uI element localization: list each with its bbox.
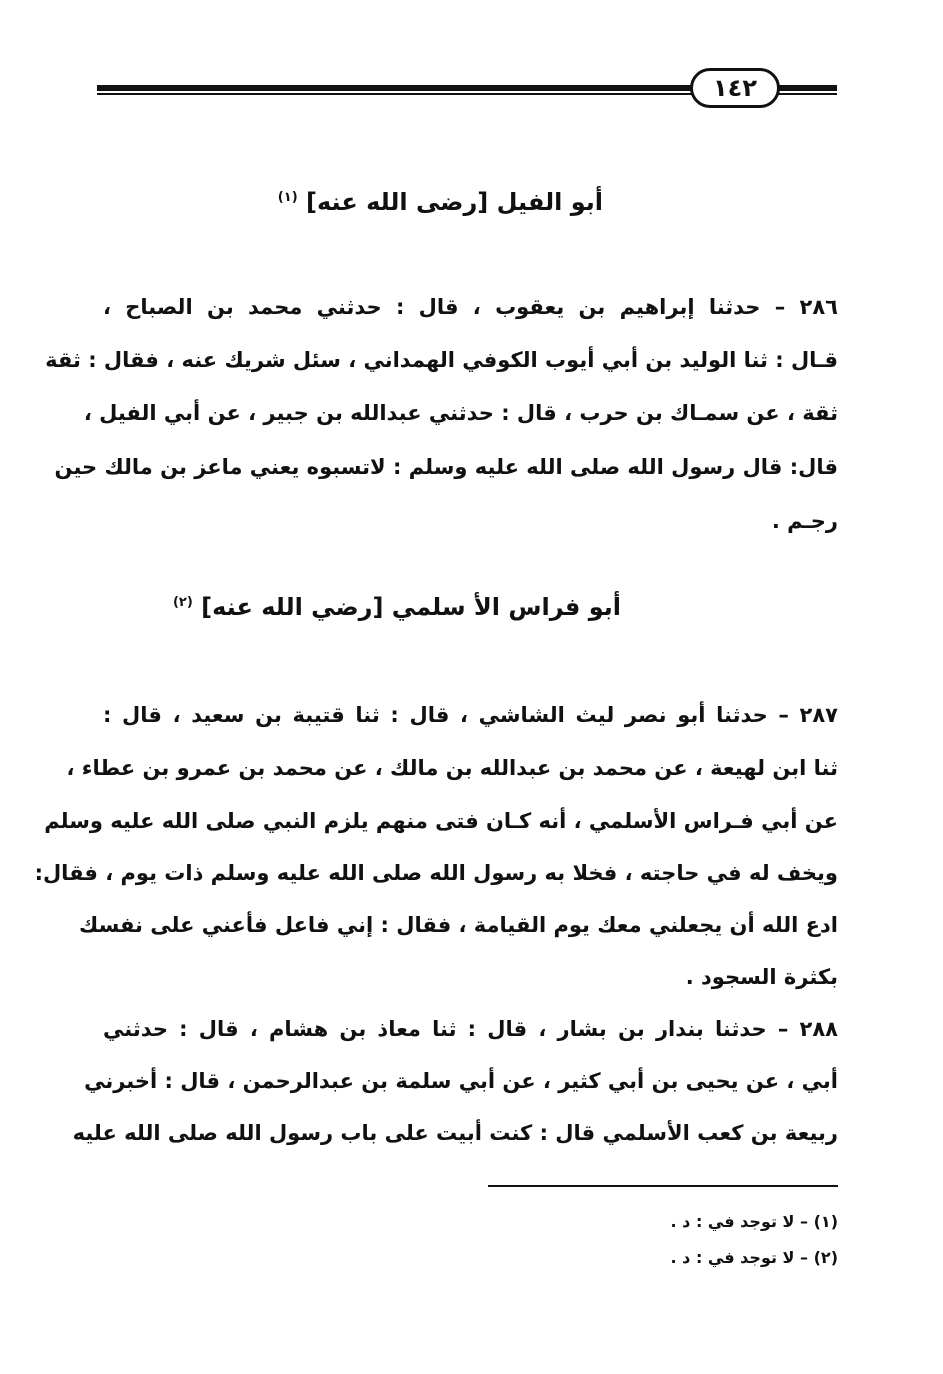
footnote-2: (٢) – لا توجد في : د . bbox=[670, 1248, 838, 1267]
text-line: ٢٨٧ – حدثنا أبو نصر ليث الشاشي ، قال : ثنا قتيبة بن سعيد ، قال : bbox=[103, 703, 838, 727]
text-line: ربيعة بن كعب الأسلمي قال : كنت أبيت على باب رسول الله صلى الله عليه bbox=[72, 1121, 838, 1145]
text-line: قال: قال رسول الله صلى الله عليه وسلم : لاتسبوه يعني ماعز بن مالك حين bbox=[54, 455, 838, 479]
footnote-marker: (١) bbox=[277, 190, 298, 205]
text-line: أبي ، عن يحيى بن أبي كثير ، عن أبي سلمة بن عبدالرحمن ، قال : أخبرني bbox=[84, 1069, 838, 1093]
footnote-separator bbox=[488, 1185, 838, 1187]
footnote-marker: (٢) bbox=[172, 595, 193, 610]
text-line: قـال : ثنا الوليد بن أبي أيوب الكوفي الهمداني ، سئل شريك عنه ، فقال : ثقة bbox=[45, 348, 838, 372]
text-line: ٢٨٦ – حدثنا إبراهيم بن يعقوب ، قال : حدثني محمد بن الصباح ، bbox=[103, 295, 838, 319]
text-line: عن أبي فـراس الأسلمي ، أنه كـان فتى منهم يلزم النبي صلى الله عليه وسلم bbox=[44, 809, 838, 833]
text-line: رجـم . bbox=[771, 509, 838, 533]
text-line: ٢٨٨ – حدثنا بندار بن بشار ، قال : ثنا معاذ بن هشام ، قال : حدثني bbox=[103, 1017, 838, 1041]
footnote-1: (١) – لا توجد في : د . bbox=[670, 1212, 838, 1231]
section-heading-abu-firas bbox=[173, 593, 621, 621]
text-line: ويخف له في حاجته ، فخلا به رسول الله صلى الله عليه وسلم ذات يوم ، فقال: bbox=[34, 861, 838, 885]
text-line: ادع الله أن يجعلني معك يوم القيامة ، فقال : إني فاعل فأعني على نفسك bbox=[79, 913, 838, 937]
heading-title: أبو فراس الأ سلمي [رضي الله عنه] bbox=[201, 593, 621, 621]
text-line: ثقة ، عن سمـاك بن حرب ، قال : حدثني عبدالله بن جبير ، عن أبي الفيل ، bbox=[83, 401, 838, 425]
text-line: ثنا ابن لهيعة ، عن محمد بن عبدالله بن مالك ، عن محمد بن عمرو بن عطاء ، bbox=[66, 756, 838, 780]
section-heading-abu-al-fil bbox=[278, 188, 603, 216]
heading-title: أبو الفيل [رضى الله عنه] bbox=[306, 188, 603, 216]
text-line: بكثرة السجود . bbox=[685, 965, 838, 989]
page-number: ١٤٢ bbox=[690, 68, 780, 108]
